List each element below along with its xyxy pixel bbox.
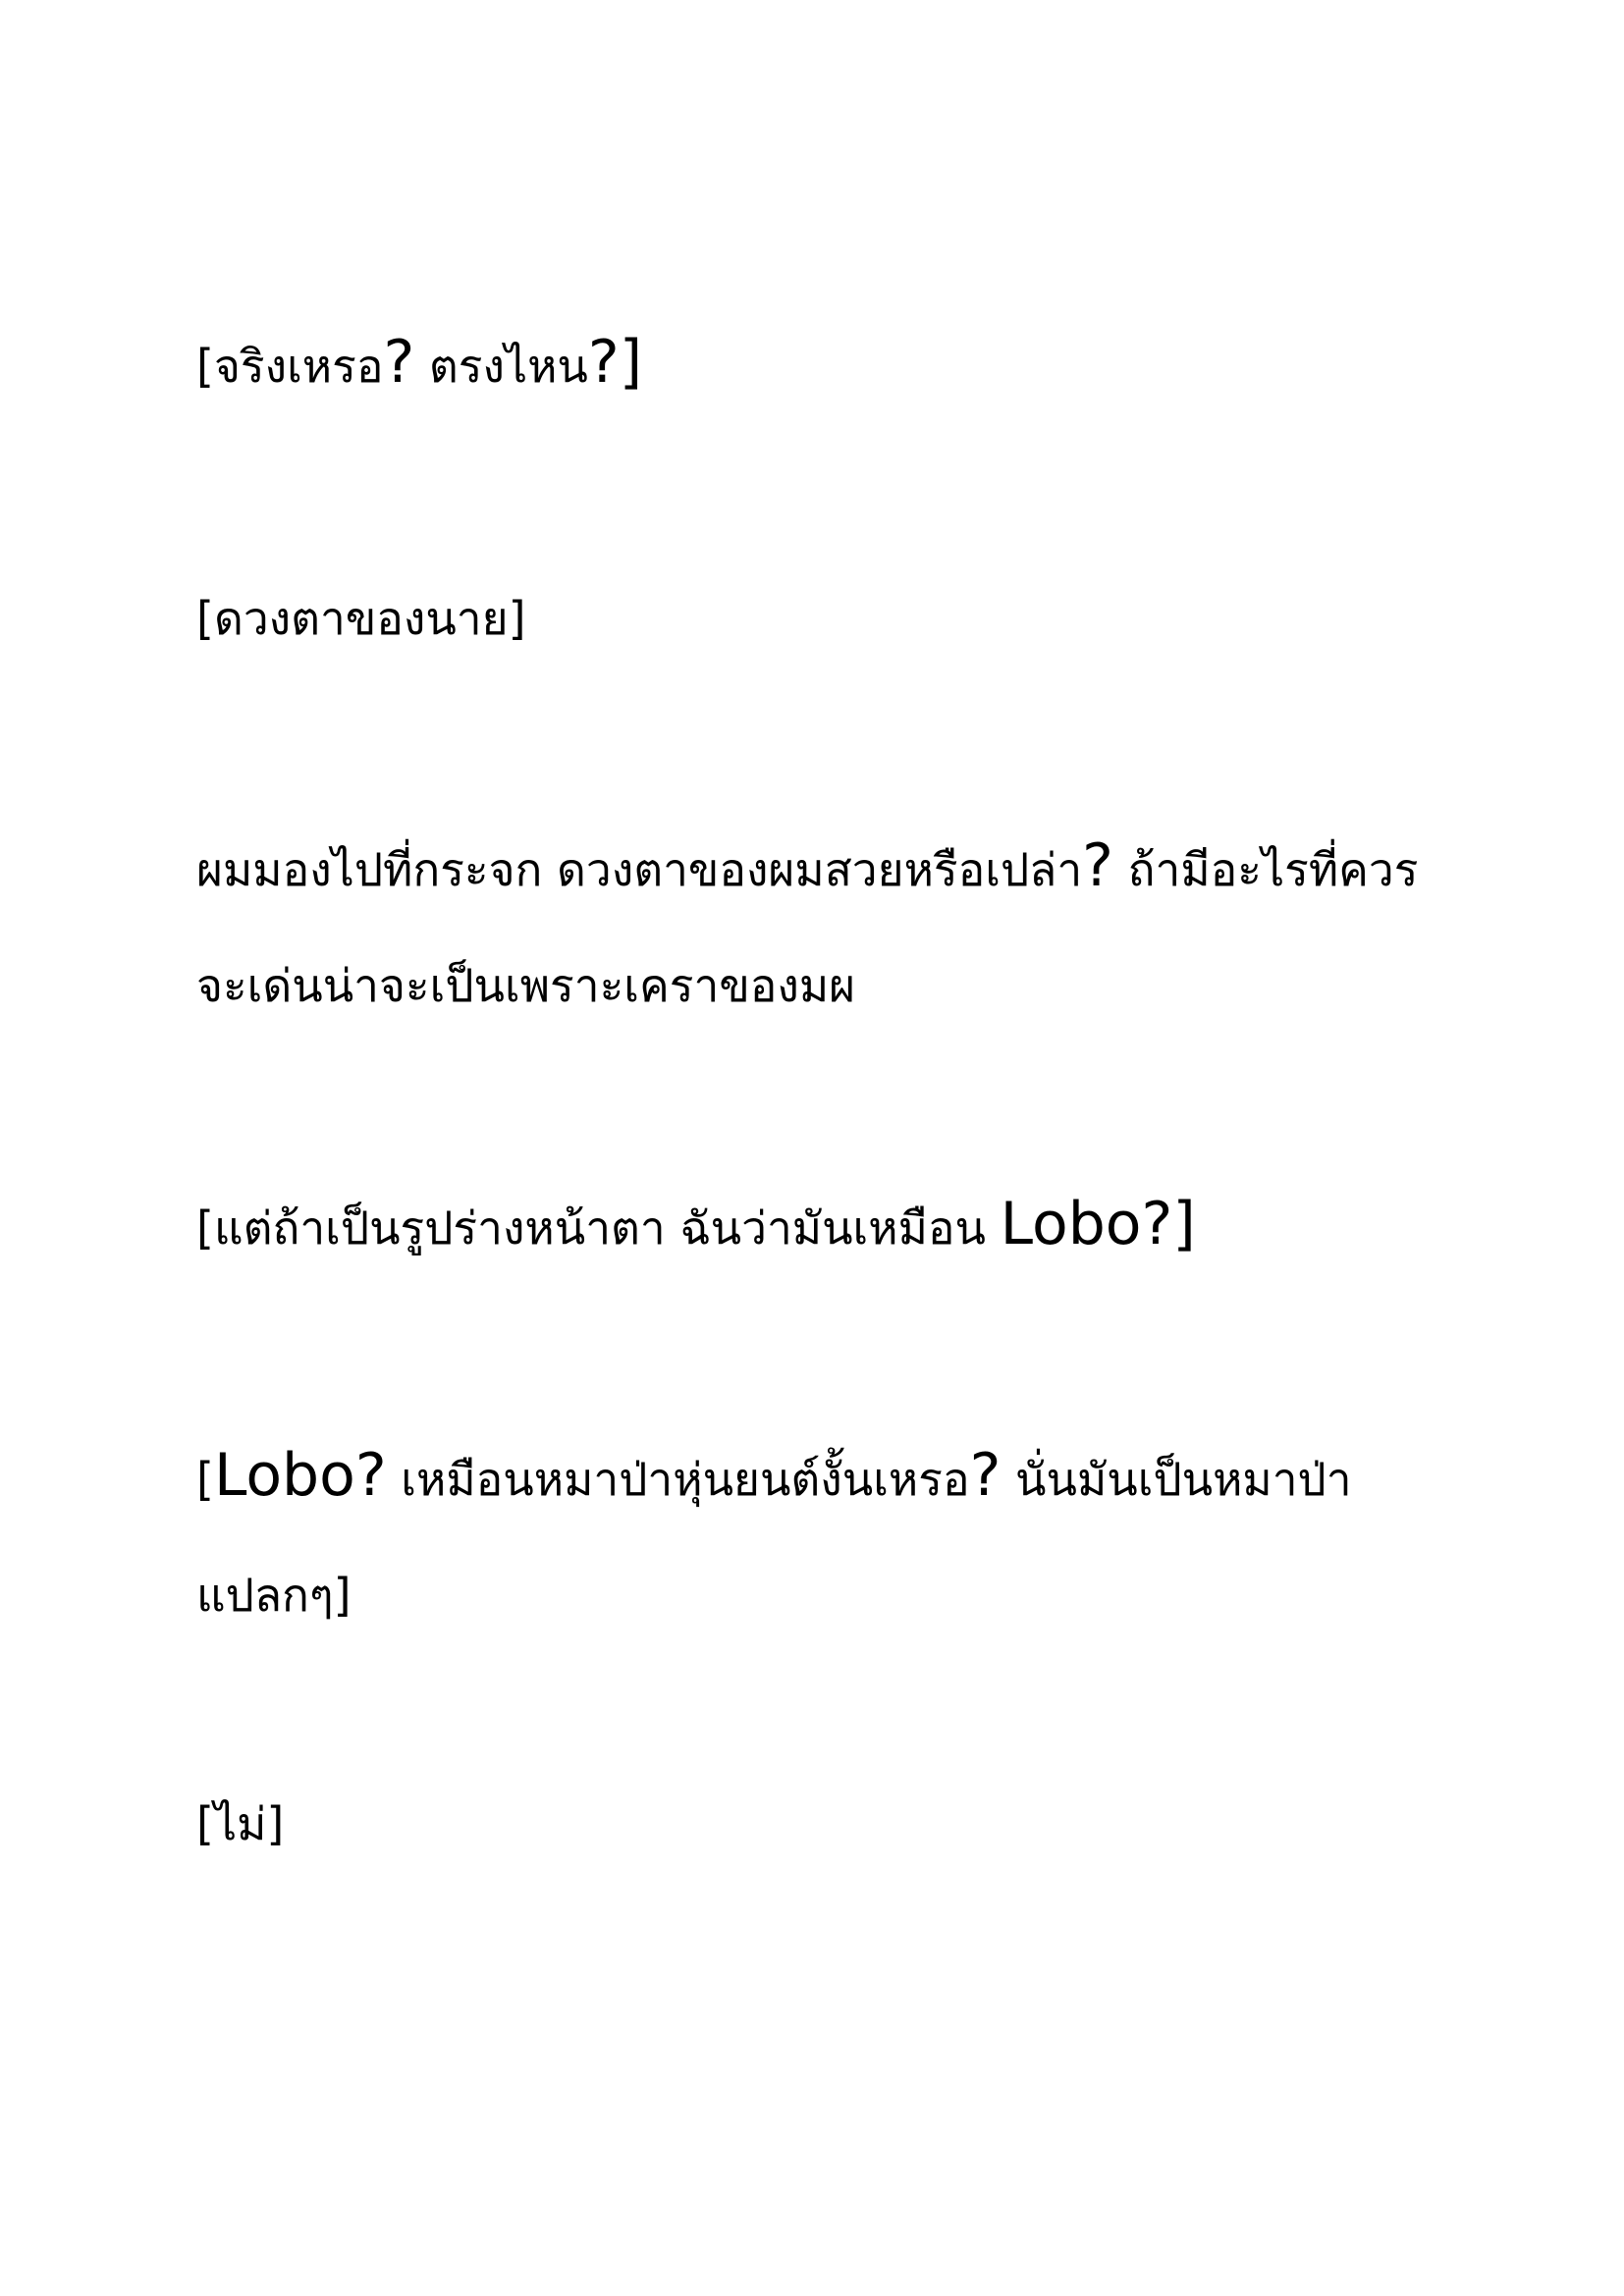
text-segment: [ดวงตาของนาย] (196, 592, 526, 645)
dialogue-line-5 (196, 1766, 1463, 1882)
text-segment: [แต่ถ้าเป็นรูปร่างหน้าตา ฉันว่ามันเหมือน (196, 1201, 1001, 1255)
text-segment: ถ้ามีอะไรที่ควรจะเด่นน่าจะเป็นเพราะเคราของมผ (196, 843, 1419, 1012)
text-segment: ตรงไหน (414, 340, 588, 393)
dialogue-line-1 (196, 304, 1463, 424)
question-mark: ? (969, 1441, 1001, 1510)
narration-paragraph (196, 808, 1463, 1043)
question-mark: ? (1082, 831, 1114, 900)
text-segment: เหมือนหมาป่าหุ่นยนต์งั้นเหรอ (386, 1453, 970, 1506)
lobo-text: Lobo?] (1000, 1190, 1196, 1258)
text-segment: ผมมองไปที่กระจก ดวงตาของผมสวยหรือเปล่า (196, 843, 1083, 896)
text-segment: [ไม่] (196, 1797, 285, 1850)
question-mark: ? (383, 328, 415, 397)
dialogue-line-2 (196, 561, 1463, 676)
dialogue-line-4 (196, 1417, 1463, 1653)
lobo-text: Lobo? (213, 1441, 387, 1510)
question-mark-bracket: ?] (587, 328, 643, 397)
dialogue-line-3 (196, 1166, 1463, 1286)
text-segment: นั่นมันเป็นหมาป่าแปลกๆ] (196, 1453, 1352, 1622)
text-segment: [ (196, 1453, 214, 1506)
text-segment: [จริงเหรอ (196, 340, 384, 393)
